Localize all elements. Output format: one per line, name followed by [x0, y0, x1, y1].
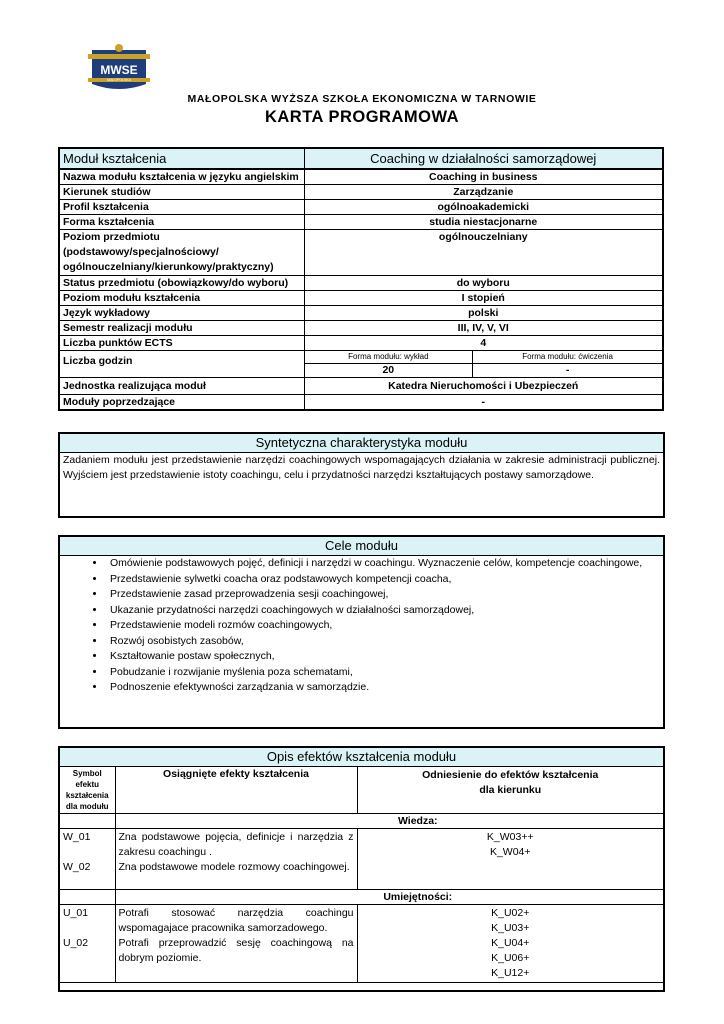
col-achieved-header: Osiągnięte efekty kształcenia [115, 767, 357, 814]
table-row [59, 276, 663, 291]
table-row [59, 169, 663, 185]
skills-references [357, 905, 663, 983]
knowledge-symbols [60, 829, 115, 890]
table-row [60, 905, 663, 983]
page-title: KARTA PROGRAMOWA [264, 108, 460, 126]
row-label: Liczba punktów ECTS [59, 336, 304, 351]
col-reference-line: dla kierunku [479, 784, 542, 796]
effect-text: Potrafi przeprowadzić sesję coachingową na dobrym poziomie. [118, 937, 354, 964]
effect-symbol: U_02 [63, 937, 89, 949]
logo-text: MWSE [100, 63, 138, 77]
row-value: 4 [304, 336, 663, 351]
col-symbol-line: efektu [75, 780, 100, 789]
skills-category-row [60, 890, 663, 905]
goals-list [60, 556, 663, 696]
row-value: Zarządzanie [304, 185, 663, 200]
col-symbol-header [60, 767, 115, 814]
row-label: Język wykładowy [59, 306, 304, 321]
row-label-line: ogólnouczelniany/kierunkowy/praktyczny) [63, 261, 274, 273]
table-row [59, 185, 663, 200]
module-table [58, 147, 664, 411]
school-logo [86, 42, 152, 94]
module-table-header [59, 148, 663, 169]
row-value: polski [304, 306, 663, 321]
row-label [59, 230, 304, 276]
col-symbol-line: kształcenia [65, 791, 109, 800]
effect-symbol: W_02 [63, 861, 91, 873]
skills-symbols [60, 905, 115, 983]
form-lecture-label: Forma modułu: wykład [305, 351, 473, 364]
effect-reference: K_U04+ [491, 937, 530, 949]
list-item: • Przedstawienie zasad przeprowadzenia sesji coachingowej, [106, 587, 663, 603]
list-item: • Przedstawienie modeli rozmów coachingowych, [106, 618, 663, 634]
row-label: Jednostka realizująca moduł [59, 378, 304, 395]
list-item: • Kształtowanie postaw społecznych, [106, 649, 663, 665]
row-label: Kierunek studiów [59, 185, 304, 200]
effect-symbol: W_01 [63, 831, 91, 843]
hours-table [305, 351, 663, 377]
skills-label: Umiejętności: [115, 890, 663, 905]
col-symbol-line: Symbol [72, 769, 102, 778]
exercise-hours: - [473, 364, 662, 378]
effect-reference: K_U03+ [491, 922, 530, 934]
form-exercises-label: Forma modułu: ćwiczenia [522, 352, 613, 361]
list-item: • Przedstawienie sylwetki coacha oraz podstawowych kompetencji coacha, [106, 572, 663, 588]
row-label: Moduły poprzedzające [59, 395, 304, 411]
goals-section [58, 535, 665, 729]
list-item: • Pobudzanie i rozwijanie myślenia poza schematami, [106, 665, 663, 681]
table-row [59, 321, 663, 336]
list-item: • Ukazanie przydatności narzędzi coachingowych w działalności samorządowej, [106, 603, 663, 619]
row-label: Status przedmiotu (obowiązkowy/do wyboru) [59, 276, 304, 291]
row-label: Semestr realizacji modułu [59, 321, 304, 336]
effect-text: Zna podstawowe modele rozmowy coachingowej. [118, 861, 350, 873]
skills-effects [115, 905, 357, 983]
table-row [59, 306, 663, 321]
effect-reference: K_W03++ [486, 831, 534, 843]
list-item: • Rozwój osobistych zasobów, [106, 634, 663, 650]
effect-reference: K_W04+ [489, 846, 531, 858]
row-label: Liczba godzin [59, 351, 304, 378]
row-value: Katedra Nieruchomości i Ubezpieczeń [304, 378, 663, 395]
table-row [60, 829, 663, 890]
effects-table [60, 767, 663, 983]
effect-text: Zna podstawowe pojęcia, definicje i narzędzia z zakresu coachingu . [118, 831, 354, 858]
table-row [59, 336, 663, 351]
row-value: I stopień [304, 291, 663, 306]
effect-reference: K_U12+ [491, 967, 530, 979]
synthetic-text: Zadaniem modułu jest przedstawienie narzędzi coachingowych wspomagających działania w zakresie administracji publicznej. Wyjściem jest przedstawienie istoty coachingu, celu i przydatności narzędzi kształtujących postawy samorządowe. [63, 454, 660, 481]
row-value: III, IV, V, VI [304, 321, 663, 336]
effect-text: Potrafi stosować narzędzia coachingu wspomagajace pracownika samorzadowego. [118, 907, 354, 934]
synthetic-section [58, 432, 665, 518]
row-label: Nazwa modułu kształcenia w języku angielskim [59, 169, 304, 185]
row-value: ogólnouczelniany [304, 230, 663, 276]
effect-reference: K_U06+ [491, 952, 530, 964]
module-head-label: Moduł kształcenia [59, 148, 304, 169]
table-row [59, 215, 663, 230]
row-label: Profil kształcenia [59, 200, 304, 215]
knowledge-label: Wiedza: [115, 814, 663, 829]
row-value: studia niestacjonarne [304, 215, 663, 230]
institution-name: MAŁOPOLSKA WYŻSZA SZKOŁA EKONOMICZNA W TARNOWIE [187, 93, 537, 105]
col-reference-header [357, 767, 663, 814]
hours-cell [304, 351, 663, 378]
table-row [59, 200, 663, 215]
goals-title: Cele modułu [60, 537, 663, 556]
list-item: • Omówienie podstawowych pojęć, definicji i narzędzi w coachingu. Wyznaczenie celów, kompetencje coachingowe, [106, 556, 663, 572]
row-value: ogólnoakademicki [304, 200, 663, 215]
row-value: Coaching in business [304, 169, 663, 185]
table-row-hours [59, 351, 663, 378]
row-label: Forma kształcenia [59, 215, 304, 230]
row-value: - [304, 395, 663, 411]
effects-section [58, 746, 665, 992]
effect-reference: K_U02+ [491, 907, 530, 919]
table-row [59, 230, 663, 276]
table-row [59, 395, 663, 411]
table-row [59, 378, 663, 395]
lecture-hours: 20 [305, 364, 473, 378]
row-label: Poziom modułu kształcenia [59, 291, 304, 306]
table-row [59, 291, 663, 306]
synthetic-title: Syntetyczna charakterystyka modułu [60, 434, 663, 453]
list-item: • Podnoszenie efektywności zarządzania w samorządzie. [106, 680, 663, 696]
row-value: do wyboru [304, 276, 663, 291]
row-label-line: (podstawowy/specjalnościowy/ [63, 246, 219, 258]
col-symbol-line: dla modułu [65, 802, 109, 811]
logo-subtext: MAŁOPOLSKA [107, 78, 131, 82]
knowledge-references [357, 829, 663, 890]
row-label-line: Poziom przedmiotu [63, 231, 160, 243]
knowledge-category-row [60, 814, 663, 829]
knowledge-effects [115, 829, 357, 890]
effects-header-row [60, 767, 663, 814]
effects-title: Opis efektów kształcenia modułu [60, 748, 663, 767]
effect-symbol: U_01 [63, 907, 89, 919]
module-head-value: Coaching w działalności samorządowej [304, 148, 663, 169]
col-reference-line: Odniesienie do efektów kształcenia [422, 769, 599, 781]
